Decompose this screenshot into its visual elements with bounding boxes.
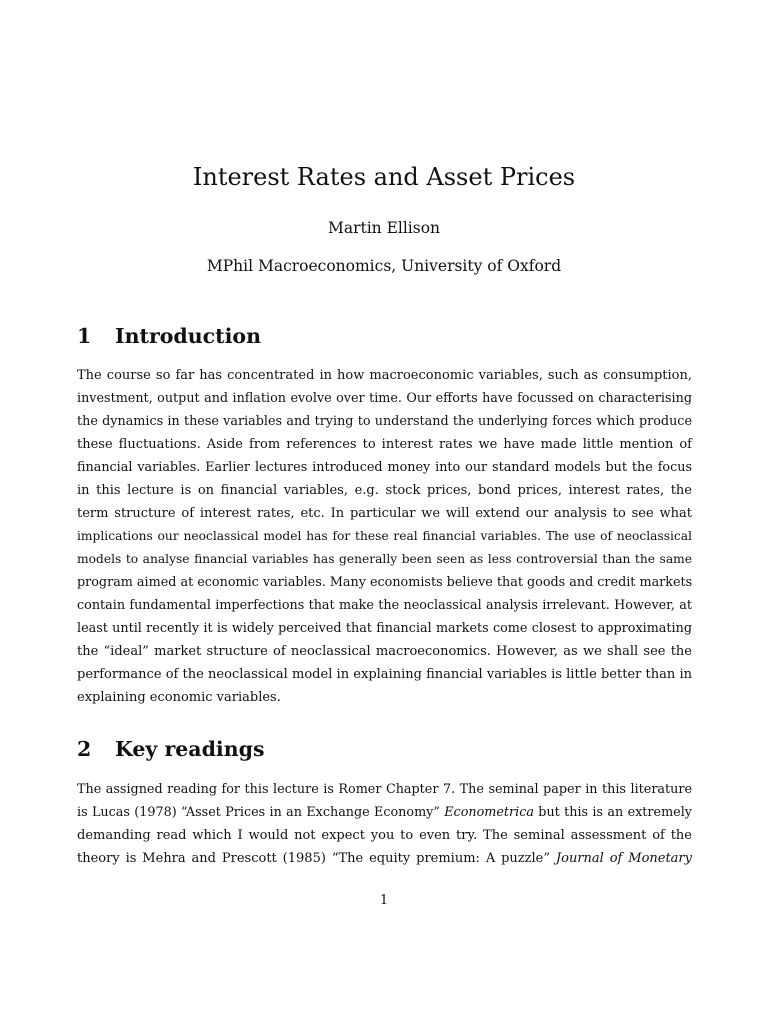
paragraph-line: performance of the neoclassical model in explaining financial variables is little better than in (77, 667, 692, 682)
key-readings-paragraph (77, 778, 692, 870)
paragraph-line: investment, output and inflation evolve over time. Our efforts have focussed on characterising (77, 391, 692, 406)
section-number: 1 (77, 324, 92, 348)
paragraph-line: these fluctuations. Aside from references to interest rates we have made little mention of (77, 437, 692, 452)
author-name: Martin Ellison (327, 219, 441, 237)
author-affiliation: MPhil Macroeconomics, University of Oxford (206, 257, 562, 275)
section-heading-introduction (77, 323, 261, 349)
paragraph-line: models to analyse financial variables has generally been seen as less controversial than the same (77, 552, 692, 566)
journal-name: Journal of Monetary (555, 851, 692, 866)
paragraph-line: explaining economic variables. (77, 690, 281, 705)
paragraph-line (77, 801, 692, 824)
paragraph-line: in this lecture is on financial variables, e.g. stock prices, bond prices, interest rates, the (77, 483, 692, 498)
paragraph-line: contain fundamental imperfections that make the neoclassical analysis irrelevant. However, at (77, 598, 692, 613)
journal-name: Econometrica (444, 805, 534, 820)
paragraph-line (77, 847, 692, 870)
page-number: 1 (379, 893, 389, 908)
section-heading-key-readings (77, 736, 265, 762)
paragraph-line: financial variables. Earlier lectures introduced money into our standard models but the focus (77, 460, 692, 475)
paragraph-line: the “ideal” market structure of neoclassical macroeconomics. However, as we shall see the (77, 644, 692, 659)
paragraph-line: demanding read which I would not expect you to even try. The seminal assessment of the (77, 828, 692, 843)
section-number: 2 (77, 737, 92, 761)
paragraph-line: implications our neoclassical model has for these real financial variables. The use of neoclassical (77, 529, 692, 543)
citation-text: is Lucas (1978) “Asset Prices in an Exchange Economy” (77, 805, 440, 820)
paragraph-line: term structure of interest rates, etc. In particular we will extend our analysis to see what (77, 506, 692, 521)
paragraph-line: The course so far has concentrated in how macroeconomic variables, such as consumption, (77, 368, 692, 383)
introduction-paragraph (77, 364, 692, 709)
paragraph-line: the dynamics in these variables and trying to understand the underlying forces which produce (77, 414, 692, 429)
citation-text: but this is an extremely (533, 805, 692, 820)
section-title: Key readings (115, 737, 265, 761)
citation-text: theory is Mehra and Prescott (1985) “The equity premium: A puzzle” (77, 851, 550, 866)
document-title: Interest Rates and Asset Prices (192, 163, 576, 191)
paragraph-line: least until recently it is widely perceived that financial markets come closest to approximating (77, 621, 692, 636)
section-title: Introduction (115, 324, 261, 348)
paragraph-line: The assigned reading for this lecture is Romer Chapter 7. The seminal paper in this literature (77, 782, 692, 797)
paragraph-line: program aimed at economic variables. Many economists believe that goods and credit markets (77, 575, 693, 590)
